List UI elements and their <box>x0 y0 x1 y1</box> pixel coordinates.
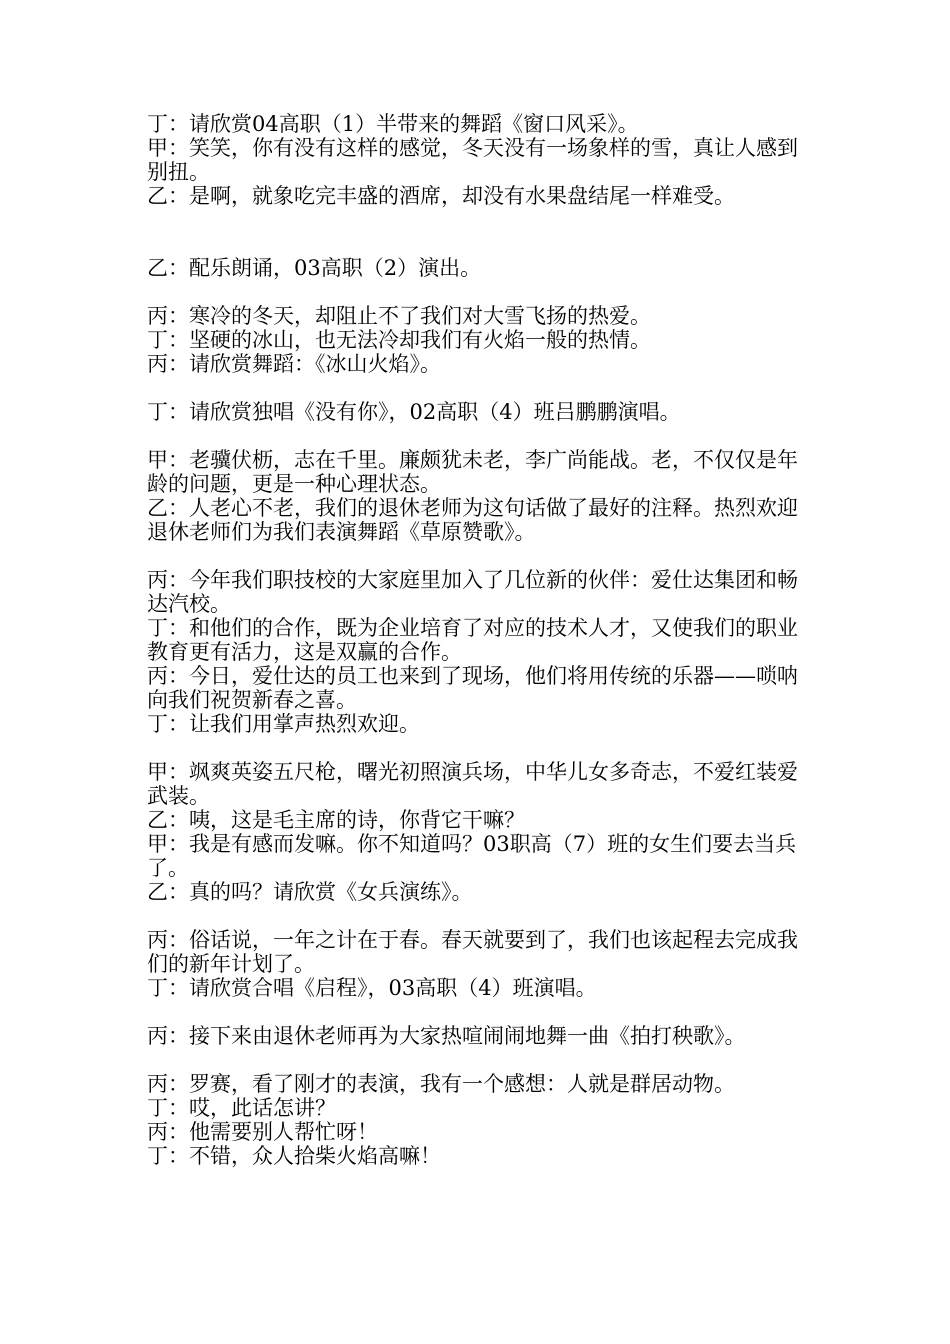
document-page <box>147 112 807 1168</box>
script-block-10 <box>147 1072 807 1168</box>
dialogue-line: 丙：请欣赏舞蹈：《冰山火焰》。 <box>147 352 441 376</box>
dialogue-line: 丙：接下来由退休老师再为大家热喧闹闹地舞一曲《拍打秧歌》。 <box>147 1024 746 1048</box>
script-block-5 <box>147 448 807 544</box>
script-block-8 <box>147 928 807 1000</box>
dialogue-line: 甲：笑笑，你有没有这样的感觉，冬天没有一场象样的雪，真让人感到别扭。 <box>147 136 798 184</box>
dialogue-line: 丙：俗话说，一年之计在于春。春天就要到了，我们也该起程去完成我们的新年计划了。 <box>147 928 798 976</box>
dialogue-line: 丙：他需要别人帮忙呀！ <box>147 1120 378 1144</box>
dialogue-line: 乙：是啊，就象吃完丰盛的酒席，却没有水果盘结尾一样难受。 <box>147 184 735 208</box>
dialogue-line: 甲：我是有感而发嘛。你不知道吗？03职高（7）班的女生们要去当兵了。 <box>147 832 797 880</box>
dialogue-line: 乙：真的吗？请欣赏《女兵演练》。 <box>147 880 473 904</box>
dialogue-line: 丁：坚硬的冰山，也无法冷却我们有火焰一般的热情。 <box>147 328 651 352</box>
script-block-4 <box>147 400 807 424</box>
paragraph-gap <box>147 904 807 928</box>
paragraph-gap <box>147 280 807 304</box>
dialogue-line: 丙：寒冷的冬天，却阻止不了我们对大雪飞扬的热爱。 <box>147 304 651 328</box>
dialogue-line: 甲：飒爽英姿五尺枪，曙光初照演兵场，中华儿女多奇志，不爱红装爱武装。 <box>147 760 798 808</box>
dialogue-line: 丁：和他们的合作，既为企业培育了对应的技术人才，又使我们的职业教育更有活力，这是双赢的合作。 <box>147 616 798 664</box>
paragraph-gap <box>147 208 807 256</box>
script-block-7 <box>147 760 807 904</box>
paragraph-gap <box>147 544 807 568</box>
script-block-3 <box>147 304 807 376</box>
dialogue-line: 丙：今年我们职技校的大家庭里加入了几位新的伙伴：爱仕达集团和畅达汽校。 <box>147 568 798 616</box>
script-block-1 <box>147 112 807 208</box>
paragraph-gap <box>147 1048 807 1072</box>
paragraph-gap <box>147 1000 807 1024</box>
dialogue-line: 丁：请欣赏合唱《启程》，03高职（4）班演唱。 <box>147 976 597 1000</box>
paragraph-gap <box>147 376 807 400</box>
dialogue-line: 丁：请欣赏独唱《没有你》，02高职（4）班吕鹏鹏演唱。 <box>147 400 681 424</box>
dialogue-line: 乙：人老心不老，我们的退休老师为这句话做了最好的注释。热烈欢迎退休老师们为我们表演舞蹈《草原赞歌》。 <box>147 496 798 544</box>
dialogue-line: 丙：今日，爱仕达的员工也来到了现场，他们将用传统的乐器——唢呐向我们祝贺新春之喜。 <box>147 664 798 712</box>
dialogue-line: 甲：老骥伏枥，志在千里。廉颇犹未老，李广尚能战。老，不仅仅是年龄的问题，更是一种心理状态。 <box>147 448 798 496</box>
dialogue-line: 丁：让我们用掌声热烈欢迎。 <box>147 712 420 736</box>
dialogue-line: 乙：咦，这是毛主席的诗，你背它干嘛？ <box>147 808 525 832</box>
script-block-2 <box>147 256 807 280</box>
dialogue-line: 丁：不错，众人拾柴火焰高嘛！ <box>147 1144 441 1168</box>
paragraph-gap <box>147 736 807 760</box>
dialogue-line: 丁：请欣赏04高职（1）半带来的舞蹈《窗口风采》。 <box>147 112 639 136</box>
script-block-6 <box>147 568 807 736</box>
dialogue-line: 丁：哎，此话怎讲？ <box>147 1096 336 1120</box>
dialogue-line: 丙：罗赛，看了刚才的表演，我有一个感想：人就是群居动物。 <box>147 1072 735 1096</box>
dialogue-line: 乙：配乐朗诵，03高职（2）演出。 <box>147 256 482 280</box>
script-block-9 <box>147 1024 807 1048</box>
paragraph-gap <box>147 424 807 448</box>
